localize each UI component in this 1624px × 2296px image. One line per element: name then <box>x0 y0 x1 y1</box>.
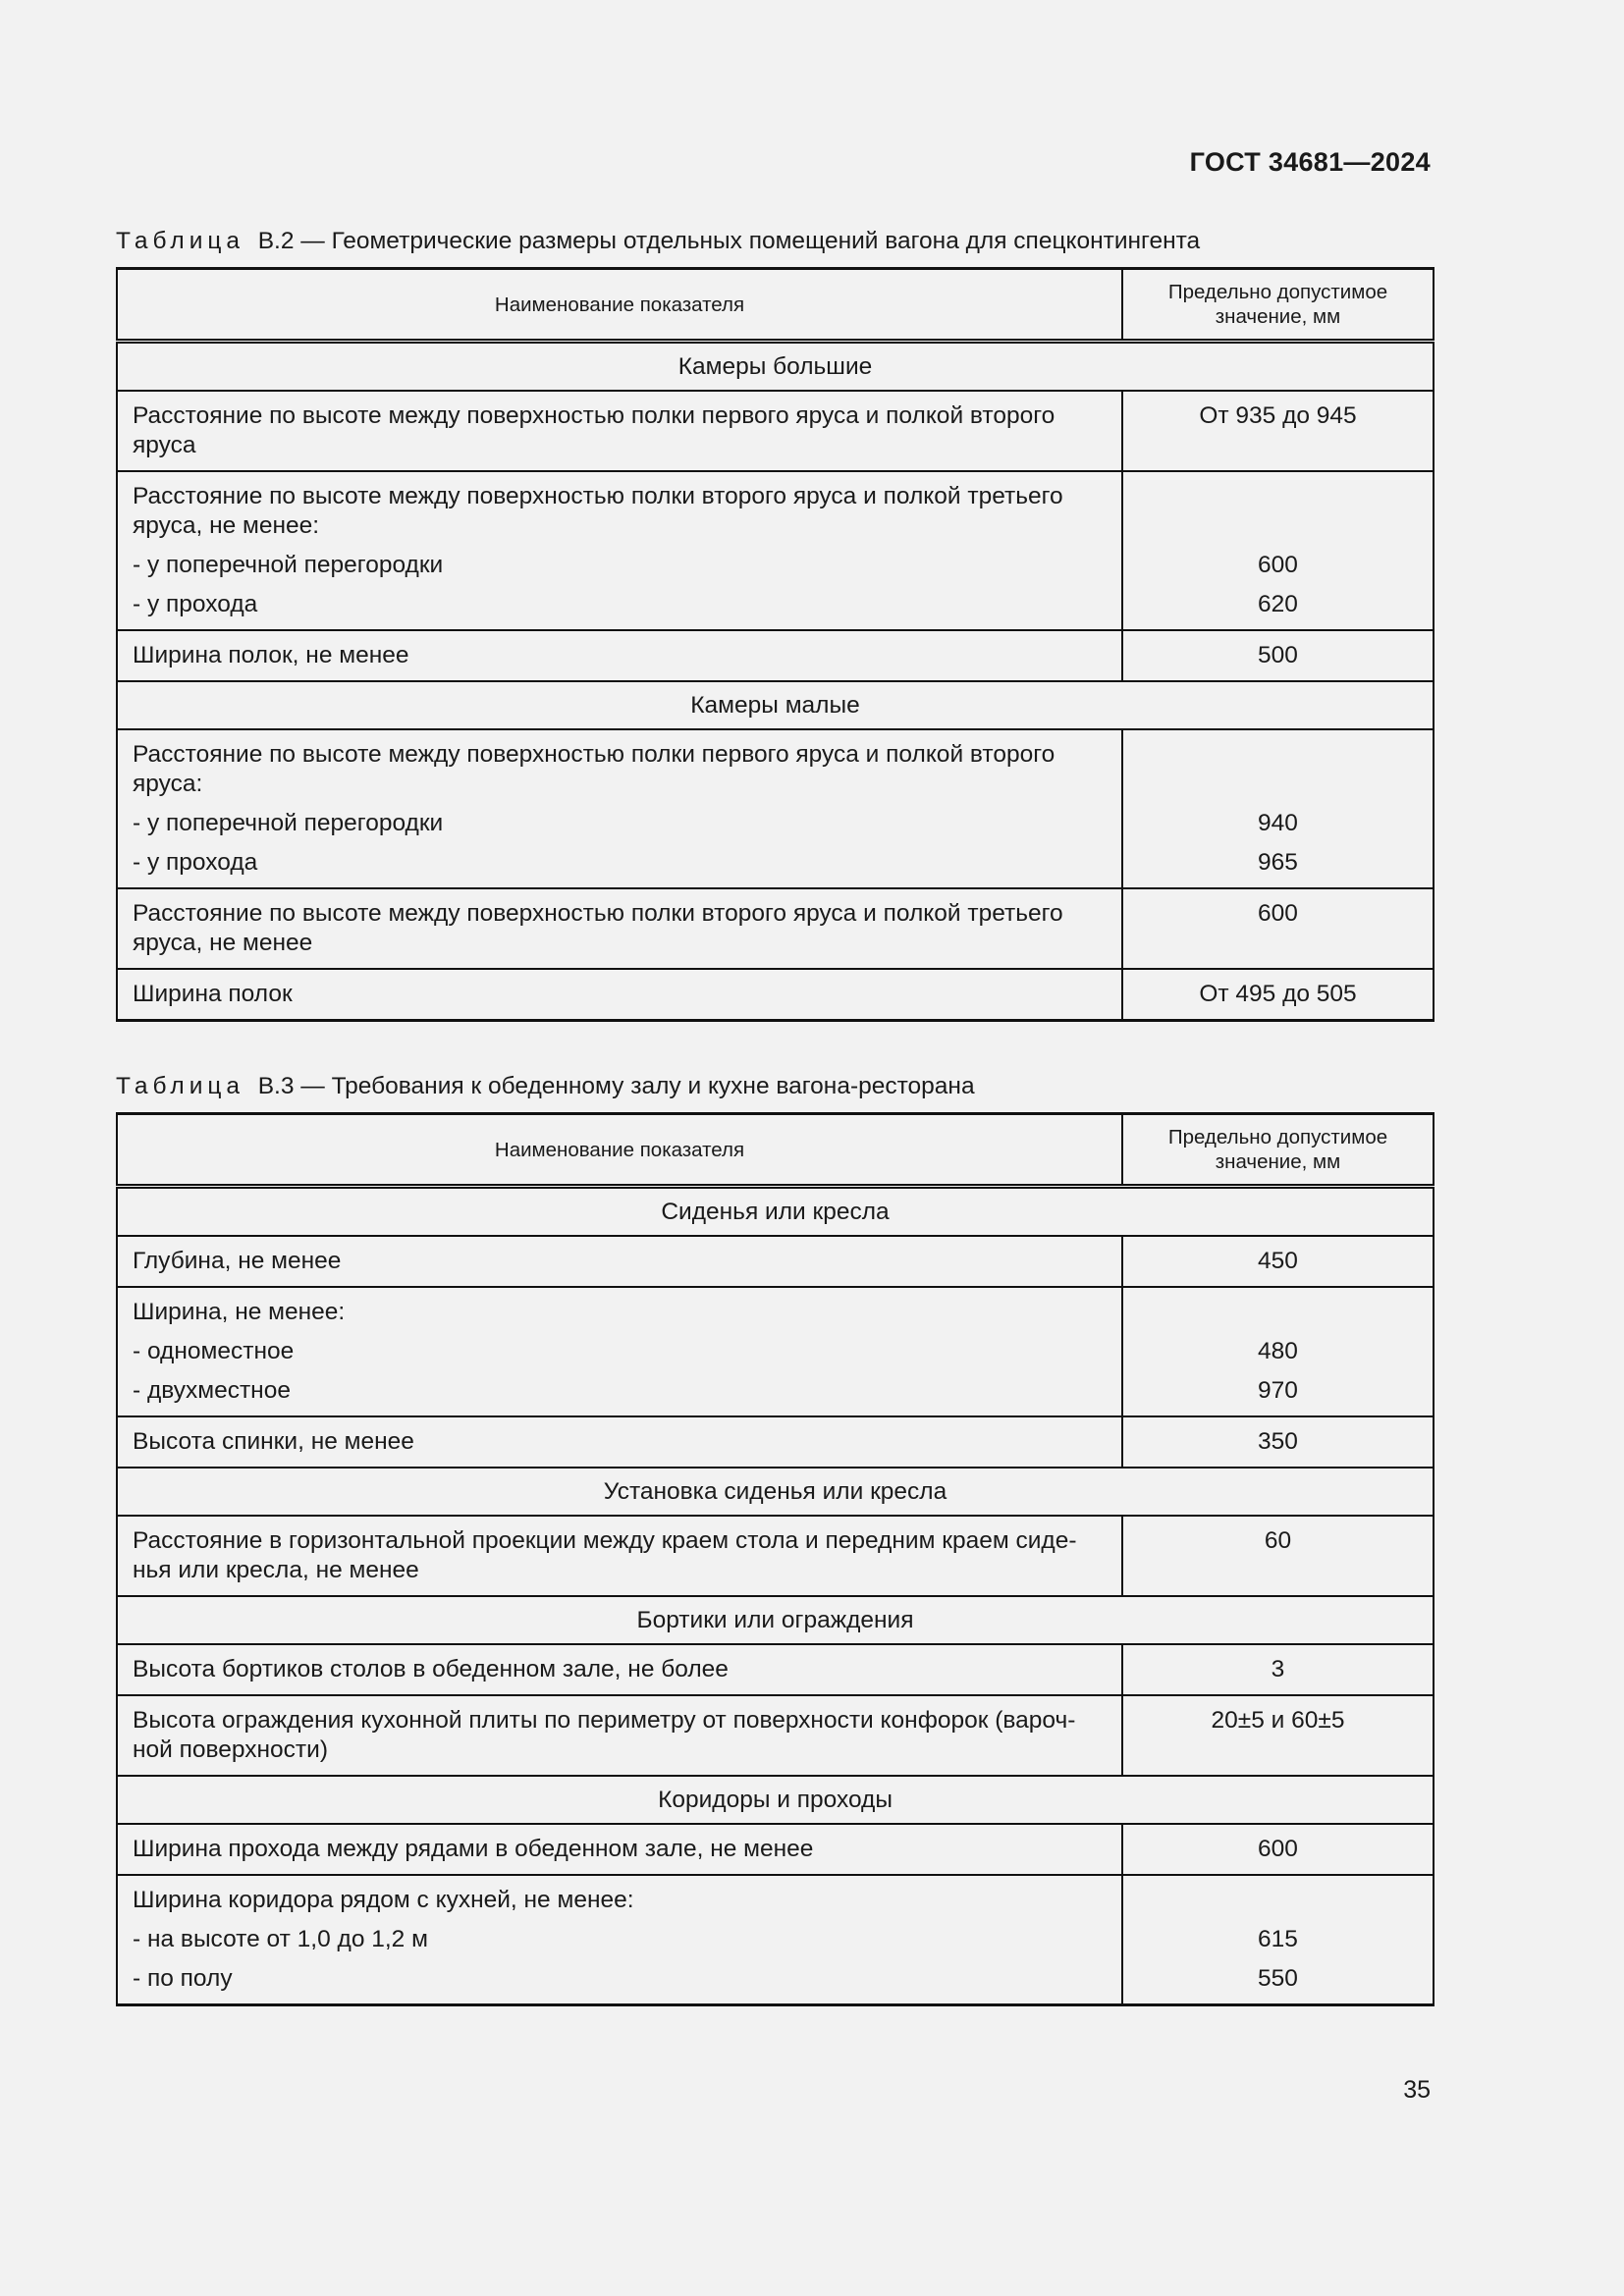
table-b3-col2-header: Предельно допустимое значение, мм <box>1122 1114 1434 1187</box>
table-b3-caption-text: В.3 — Требования к обеденному залу и кухне вагона-ресторана <box>257 1073 975 1099</box>
row-label: Глубина, не менее <box>117 1236 1122 1287</box>
row-label: Расстояние в горизонтальной проекции между краем стола и передним краем сиде- нья или кресла, не менее <box>117 1516 1122 1596</box>
row-value: 600 <box>1122 888 1434 969</box>
table-b3-header-row <box>117 1114 1434 1187</box>
table-row <box>117 1915 1434 1964</box>
table-row <box>117 1327 1434 1376</box>
table-row <box>117 1964 1434 2005</box>
table-b2-caption <box>116 228 1200 255</box>
table-row <box>117 1376 1434 1416</box>
table-row <box>117 1516 1434 1596</box>
row-label: - у поперечной перегородки <box>117 541 1122 590</box>
row-value: 450 <box>1122 1236 1434 1287</box>
table-row <box>117 969 1434 1021</box>
row-label: Ширина полок <box>117 969 1122 1021</box>
row-label: - по полу <box>117 1964 1122 2005</box>
row-value <box>1122 471 1434 541</box>
table-b3-section-corridors: Коридоры и проходы <box>117 1776 1434 1824</box>
row-label: - у прохода <box>117 590 1122 630</box>
row-value: 600 <box>1122 541 1434 590</box>
table-b2-header-row <box>117 269 1434 342</box>
table-b2-col1-header: Наименование показателя <box>117 269 1122 342</box>
row-label: Расстояние по высоте между поверхностью полки первого яруса и полкой второго яруса: <box>117 729 1122 799</box>
table-row <box>117 1824 1434 1875</box>
row-value <box>1122 729 1434 799</box>
row-label: Ширина, не менее: <box>117 1287 1122 1327</box>
row-value: 350 <box>1122 1416 1434 1468</box>
row-value: 3 <box>1122 1644 1434 1695</box>
table-b3 <box>116 1112 1435 2006</box>
row-label: Высота спинки, не менее <box>117 1416 1122 1468</box>
table-row <box>117 1416 1434 1468</box>
table-row <box>117 799 1434 848</box>
table-b3-section-rails: Бортики или ограждения <box>117 1596 1434 1644</box>
table-b2-section-small-cells: Камеры малые <box>117 681 1434 729</box>
table-row <box>117 590 1434 630</box>
row-label: Расстояние по высоте между поверхностью полки второго яруса и полкой третьего яруса, не менее: <box>117 471 1122 541</box>
row-label: - одноместное <box>117 1327 1122 1376</box>
table-row <box>117 1644 1434 1695</box>
row-value: 600 <box>1122 1824 1434 1875</box>
table-b2-caption-label: Таблица <box>116 228 245 254</box>
table-b3-caption <box>116 1073 975 1100</box>
row-label: - на высоте от 1,0 до 1,2 м <box>117 1915 1122 1964</box>
row-value <box>1122 1875 1434 1915</box>
row-value: 550 <box>1122 1964 1434 2005</box>
row-value: 970 <box>1122 1376 1434 1416</box>
row-value: 965 <box>1122 848 1434 888</box>
row-label: - у поперечной перегородки <box>117 799 1122 848</box>
row-label: Высота бортиков столов в обеденном зале, не более <box>117 1644 1122 1695</box>
row-label: Ширина прохода между рядами в обеденном зале, не менее <box>117 1824 1122 1875</box>
table-row <box>117 391 1434 471</box>
table-row <box>117 1236 1434 1287</box>
table-row <box>117 729 1434 799</box>
page-number: 35 <box>1403 2076 1431 2104</box>
table-b3-caption-label: Таблица <box>116 1073 245 1099</box>
table-row <box>117 1695 1434 1776</box>
table-row <box>117 541 1434 590</box>
row-value: 20±5 и 60±5 <box>1122 1695 1434 1776</box>
row-value: 620 <box>1122 590 1434 630</box>
table-b3-section-seats: Сиденья или кресла <box>117 1187 1434 1237</box>
table-b3-section-seat-installation: Установка сиденья или кресла <box>117 1468 1434 1516</box>
table-b2-section-large-cells: Камеры большие <box>117 342 1434 392</box>
table-row <box>117 888 1434 969</box>
table-b2 <box>116 267 1435 1022</box>
row-label: Высота ограждения кухонной плиты по периметру от поверхности конфорок (вароч- ной поверхности) <box>117 1695 1122 1776</box>
table-b3-col1-header: Наименование показателя <box>117 1114 1122 1187</box>
row-value: 500 <box>1122 630 1434 681</box>
row-label: Расстояние по высоте между поверхностью полки второго яруса и полкой третьего яруса, не менее <box>117 888 1122 969</box>
table-row <box>117 630 1434 681</box>
table-b2-col2-header: Предельно допустимое значение, мм <box>1122 269 1434 342</box>
table-row <box>117 1287 1434 1327</box>
table-b2-caption-text: В.2 — Геометрические размеры отдельных помещений вагона для спецконтингента <box>257 228 1201 254</box>
row-label: Ширина коридора рядом с кухней, не менее: <box>117 1875 1122 1915</box>
table-row <box>117 1875 1434 1915</box>
row-value: 60 <box>1122 1516 1434 1596</box>
row-value: 615 <box>1122 1915 1434 1964</box>
table-row <box>117 848 1434 888</box>
document-code: ГОСТ 34681—2024 <box>1189 147 1431 177</box>
row-value: 940 <box>1122 799 1434 848</box>
row-label: Ширина полок, не менее <box>117 630 1122 681</box>
row-value: 480 <box>1122 1327 1434 1376</box>
row-label: - у прохода <box>117 848 1122 888</box>
row-value <box>1122 1287 1434 1327</box>
row-label: - двухместное <box>117 1376 1122 1416</box>
row-value: От 935 до 945 <box>1122 391 1434 471</box>
row-value: От 495 до 505 <box>1122 969 1434 1021</box>
table-row <box>117 471 1434 541</box>
row-label: Расстояние по высоте между поверхностью полки первого яруса и полкой второго яруса <box>117 391 1122 471</box>
